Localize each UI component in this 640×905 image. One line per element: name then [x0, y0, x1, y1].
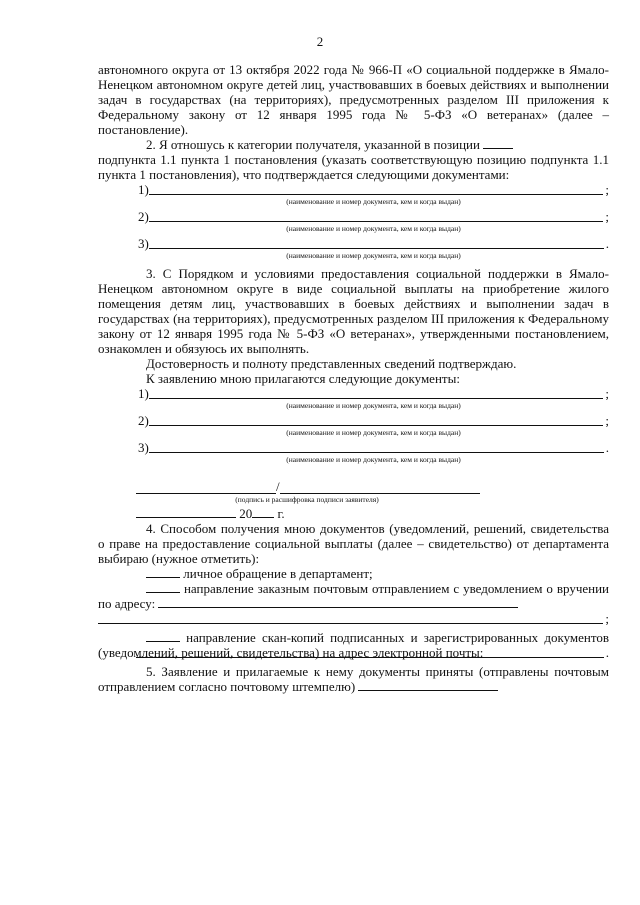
doc-line-1-2[interactable]: 2) ; — [138, 209, 609, 224]
option-email: направление скан-копий подписанных и зарегистрированных документов (уведомлений, решений, свидетельства) на адрес электронной почты: — [98, 630, 610, 660]
mail-address-fill[interactable] — [98, 611, 603, 624]
intro-paragraph: автономного округа от 13 октября 2022 года № 966-П «О социальной поддержке в Ямало-Ненецком автономном округе детей лиц, участвовавших в боевых действиях и выполнении задач в государствах (на территориях), предусмотренных разделом III приложения к Федеральному закону от 12 января 1995 года № 5-ФЗ «О ветеранах» (далее – постановление). — [98, 62, 609, 137]
mail-address-field[interactable] — [158, 596, 518, 608]
doc-line-1-3[interactable]: 3) . — [138, 236, 609, 251]
mail-address-line-2[interactable]: ; — [98, 611, 609, 626]
doc-caption: (наименование и номер документа, кем и когда выдан) — [286, 224, 461, 233]
doc-fill-line[interactable] — [149, 209, 604, 222]
date-line: 20 г. — [136, 506, 609, 521]
doc-fill-line[interactable] — [149, 236, 604, 249]
doc-fill-line[interactable] — [149, 386, 604, 399]
signature-line[interactable]: / — [136, 479, 609, 494]
paragraph-2-continued: подпункта 1.1 пункта 1 постановления (указать соответствующую позицию подпункта 1.1 пункта 1 постановления), что подтверждается следующими документами: — [98, 152, 609, 182]
doc-line-2-2[interactable]: 2) ; — [138, 413, 609, 428]
document-list-1 — [98, 182, 609, 261]
option-personal-checkbox[interactable] — [146, 566, 180, 578]
date-field[interactable] — [136, 506, 236, 518]
doc-line-2-1[interactable]: 1) ; — [138, 386, 609, 401]
signature-name-field[interactable] — [280, 482, 480, 494]
document-body — [98, 62, 609, 694]
signature-caption: (подпись и расшифровка подписи заявителя) — [235, 495, 379, 504]
paragraph-4: 4. Способом получения мною документов (уведомлений, решений, свидетельства о праве на предоставление социальной выплаты (далее – свидетельство) от департамента выбираю (нужное отметить): — [98, 521, 609, 566]
doc-caption: (наименование и номер документа, кем и когда выдан) — [286, 455, 461, 464]
doc-fill-line[interactable] — [149, 182, 604, 195]
doc-caption: (наименование и номер документа, кем и когда выдан) — [286, 401, 461, 410]
attached-documents-title: К заявлению мною прилагаются следующие документы: — [146, 371, 460, 386]
doc-fill-line[interactable] — [149, 440, 604, 453]
option-mail-checkbox[interactable] — [146, 581, 180, 593]
signature-field[interactable] — [136, 482, 276, 494]
option-personal: личное обращение в департамент; — [98, 566, 609, 581]
doc-caption: (наименование и номер документа, кем и когда выдан) — [286, 251, 461, 260]
option-mail: направление заказным почтовым отправлением с уведомлением о вручении по адресу: — [98, 581, 610, 611]
position-blank[interactable] — [483, 137, 513, 149]
doc-line-2-3[interactable]: 3) . — [138, 440, 609, 455]
email-fill[interactable] — [136, 645, 604, 658]
document-list-2 — [98, 386, 609, 465]
email-line[interactable]: . — [136, 645, 609, 660]
year-field[interactable] — [252, 506, 274, 518]
paragraph-3: 3. С Порядком и условиями предоставления социальной поддержки в Ямало-Ненецком автономном округе в виде социальной выплаты на приобретение жилого помещения детям лиц, участвовавших в боевых действиях и выполнении задач в государствах (на территориях), предусмотренных разделом III приложения к Федеральному закону от 12 января 1995 года № 5-ФЗ «О ветеранах», утвержденными постановлением, ознакомлен и обязуюсь их выполнять. — [98, 266, 609, 356]
doc-fill-line[interactable] — [149, 413, 604, 426]
page-number: 2 — [316, 34, 324, 49]
confirmation-text: Достоверность и полноту представленных сведений подтверждаю. — [146, 356, 517, 371]
paragraph-2: 2. Я отношусь к категории получателя, указанной в позиции — [98, 137, 609, 152]
option-email-checkbox[interactable] — [146, 630, 180, 642]
signature-block — [98, 479, 609, 521]
doc-caption: (наименование и номер документа, кем и когда выдан) — [286, 428, 461, 437]
accepted-field[interactable] — [358, 679, 498, 691]
doc-caption: (наименование и номер документа, кем и когда выдан) — [286, 197, 461, 206]
doc-line-1-1[interactable]: 1) ; — [138, 182, 609, 197]
paragraph-5: 5. Заявление и прилагаемые к нему документы приняты (отправлены почтовым отправлением согласно почтовому штемпелю) — [98, 664, 609, 694]
